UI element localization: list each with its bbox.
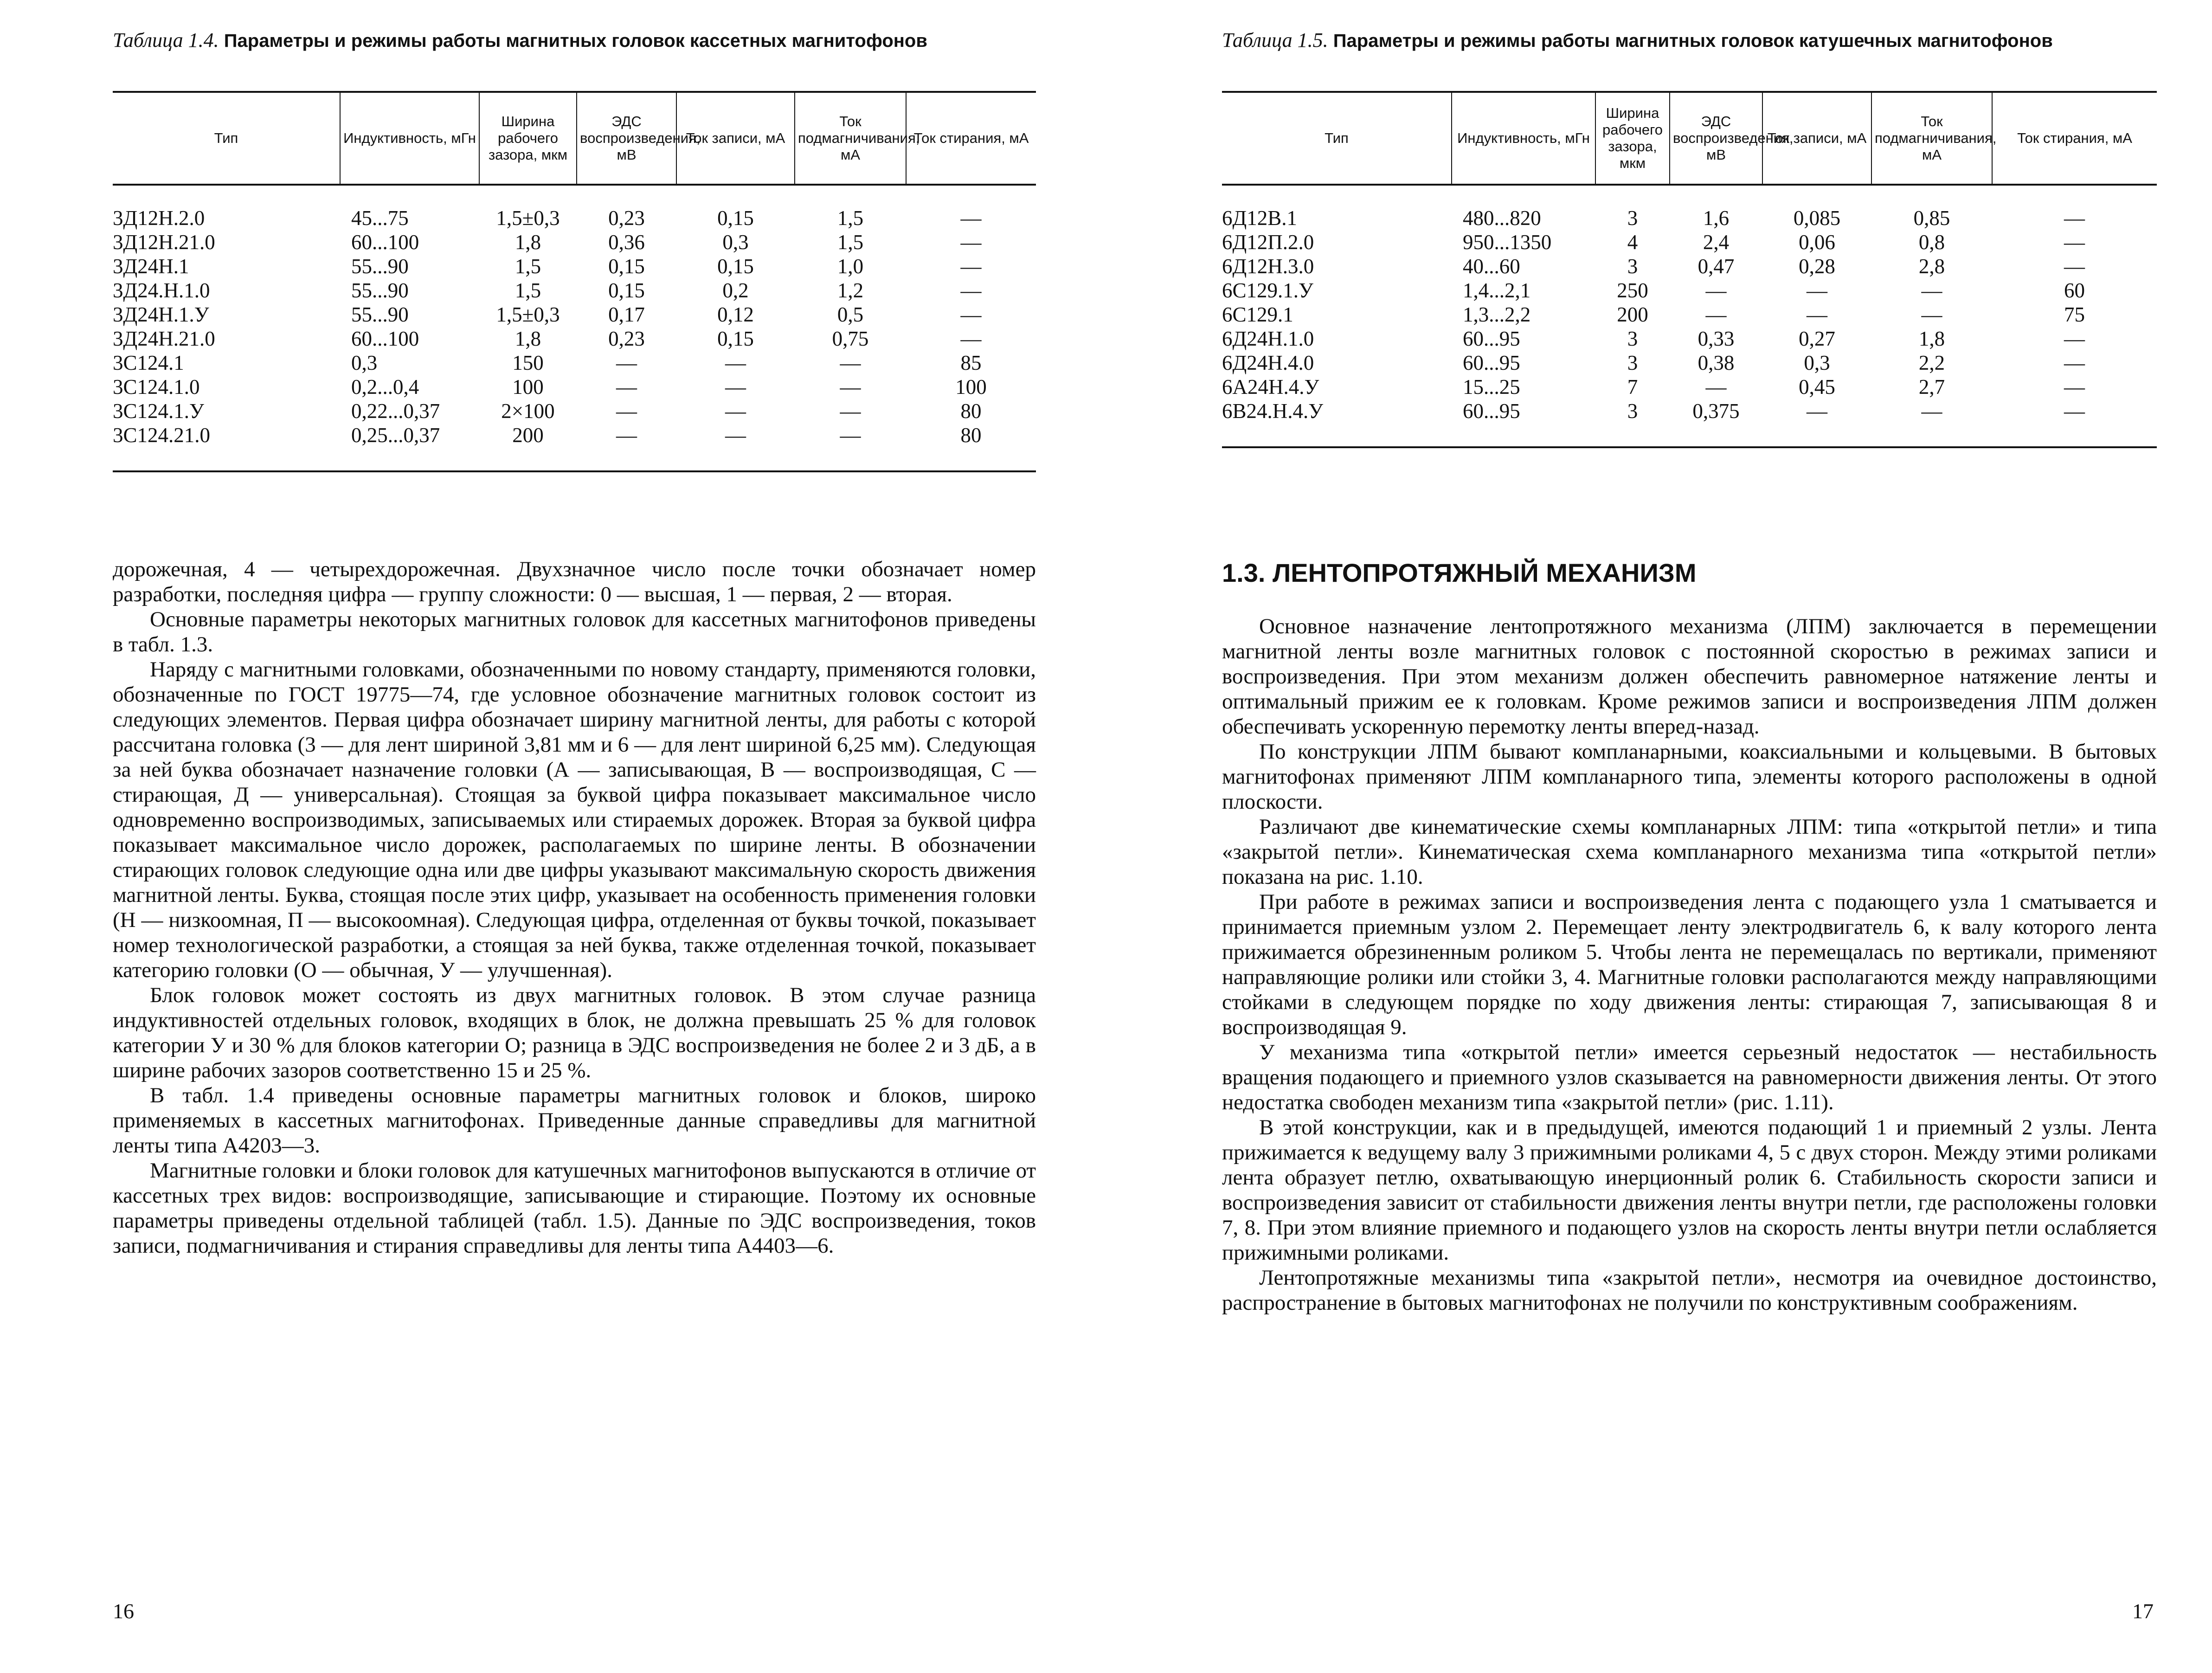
table-cell-bias-current: — [840, 375, 861, 399]
table-cell-emf: 0,17 [608, 303, 645, 326]
table-cell-bias-current: 1,5 [837, 231, 864, 254]
table-cell-gap-width: 3 [1627, 327, 1638, 350]
table-header-row [1222, 92, 2157, 185]
table-cell-erase-current: — [2064, 206, 2085, 230]
table-cell-erase-current: — [2064, 351, 2085, 374]
right-page-text [1222, 614, 2157, 1315]
table-row [113, 351, 1036, 375]
paragraph: Основные параметры некоторых магнитных головок для кассетных магнитофонов приведены в табл. 1.3. [113, 607, 1036, 656]
table-cell-inductance: 60...100 [351, 231, 419, 254]
table-cell-record-current: 0,3 [1804, 351, 1830, 374]
table-cell-gap-width: 200 [479, 423, 577, 471]
column-header-emf: ЭДС воспроизведения, мВ [577, 92, 676, 185]
table-cell-emf: 0,375 [1670, 399, 1762, 447]
table-cell-bias-current: 2,2 [1918, 351, 1945, 374]
table-cell-gap-width: 7 [1627, 375, 1638, 399]
table-row [1222, 399, 2157, 447]
column-header-type: Тип [113, 92, 340, 185]
table-cell-emf: 0,23 [608, 206, 645, 230]
table-cell-inductance: 55...90 [351, 303, 409, 326]
table-cell-record-current: 0,27 [1799, 327, 1835, 350]
table-cell-inductance: 60...100 [351, 327, 419, 350]
table-cell-inductance: 0,22...0,37 [351, 399, 440, 423]
paragraph: дорожечная, 4 — четырехдорожечная. Двухзначное число после точки обозначает номер разработки, последняя цифра — группу сложности: 0 — высшая, 1 — первая, 2 — вторая. [113, 557, 1036, 606]
paragraph: По конструкции ЛПМ бывают компланарными, коаксиальными и кольцевыми. В бытовых магнитофонах применяют ЛПМ компланарного типа, элементы которого расположены в одной плоскости. [1222, 740, 2157, 814]
table-cell-emf: 1,6 [1703, 206, 1730, 230]
table-cell-type: 6Д24Н.1.0 [1222, 327, 1314, 350]
table-cell-record-current: 0,15 [717, 327, 754, 350]
table-cell-inductance: 60...95 [1463, 327, 1520, 350]
paragraph: В этой конструкции, как и в предыдущей, имеются подающий 1 и приемный 2 узлы. Лента прижимается к ведущему валу 3 прижимными роликами 4, 5 с двух сторон. Между этими роликами лента образует петлю, охватывающую инерционный ролик 6. Стабильность скорости записи и воспроизведения зависит от стабильности движения ленты внутри петли, где расположены головки 7, 8. При этом влияние приемного и подающего узлов на скорость ленты внутри петли ослабляется прижимными роликами. [1222, 1115, 2157, 1265]
table-cell-inductance: 60...95 [1463, 351, 1520, 374]
table-cell-gap-width: 1,5±0,3 [496, 206, 560, 230]
column-header-erase-current: Ток стирания, мА [1992, 92, 2157, 185]
table-cell-inductance: 0,2...0,4 [351, 375, 419, 399]
table-cell-type: 6Д12П.2.0 [1222, 231, 1314, 254]
table-cell-type: 3С124.1.У [113, 399, 204, 423]
table-row [113, 399, 1036, 423]
table-cell-erase-current: — [960, 206, 982, 230]
table-cell-emf: 0,38 [1698, 351, 1735, 374]
table-cell-emf: 0,36 [608, 231, 645, 254]
table-cell-inductance: 480...820 [1463, 206, 1541, 230]
table-cell-erase-current: — [2064, 327, 2085, 350]
table-cell-type: 3Д24.Н.1.0 [113, 279, 210, 302]
table-cell-bias-current: 1,2 [837, 279, 864, 302]
column-header-bias-current: Ток подмагничивания, мА [795, 92, 906, 185]
table-cell-emf: — [616, 399, 637, 423]
column-header-erase-current: Ток стирания, мА [906, 92, 1036, 185]
table-cell-emf: 2,4 [1703, 231, 1730, 254]
table-cell-inductance: 60...95 [1452, 399, 1595, 447]
table-caption-title: Параметры и режимы работы магнитных головок кассетных магнитофонов [224, 31, 927, 51]
paragraph: При работе в режимах записи и воспроизведения лента с подающего узла 1 сматывается и принимается приемным узлом 2. Перемещает ленту электродвигатель 6, к валу которого лента прижимается обрезиненным роликом 5. Чтобы лента не перемещалась по вертикали, применяют направляющие ролики или стойки 3, 4. Магнитные головки располагаются между направляющими стойками в следующем порядке по ходу движения ленты: стирающая 7, записывающая 8 и воспроизводящая 9. [1222, 890, 2157, 1039]
table-cell-gap-width: 1,5 [514, 279, 541, 302]
table-cell-gap-width: 4 [1627, 231, 1638, 254]
table-cell-inductance: 950...1350 [1463, 231, 1552, 254]
table-cell-type: 3С124.1 [113, 351, 184, 374]
table-cell-gap-width: 1,5±0,3 [496, 303, 560, 326]
table-row [1222, 230, 2157, 254]
table-cell-record-current: 0,45 [1799, 375, 1835, 399]
paragraph: Магнитные головки и блоки головок для катушечных магнитофонов выпускаются в отличие от кассетных трех видов: воспроизводящие, записывающие и стирающие. Поэтому их основные параметры приведены отдельной таблицей (табл. 1.5). Данные по ЭДС воспроизведения, токов записи, подмагничивания и стирания справедливы для ленты типа А4403—6. [113, 1158, 1036, 1258]
table-cell-inductance: 45...75 [351, 206, 409, 230]
table-row [113, 375, 1036, 399]
table-row [1222, 302, 2157, 327]
table-cell-bias-current: 0,5 [837, 303, 864, 326]
table-cell-inductance: 0,25...0,37 [340, 423, 479, 471]
table-cell-type: 3Д12Н.2.0 [113, 206, 205, 230]
table-caption-number: Таблица 1.5. [1222, 29, 1328, 51]
column-header-inductance: Индуктивность, мГн [1452, 92, 1595, 185]
table-cell-gap-width: 3 [1627, 351, 1638, 374]
table-cell-emf: — [616, 375, 637, 399]
table-cell-type: 3С124.1.0 [113, 375, 200, 399]
table-cell-emf: — [616, 351, 637, 374]
table-row [113, 254, 1036, 278]
table-cell-bias-current: — [1921, 279, 1942, 302]
table-cell-inductance: 0,3 [351, 351, 378, 374]
left-page-text [113, 557, 1036, 1258]
paragraph: Лентопротяжные механизмы типа «закрытой петли», несмотря иа очевидное достоинство, распространение в бытовых магнитофонах не получили по конструктивным соображениям. [1222, 1266, 2157, 1315]
column-header-gap-width: Ширина рабочего зазора, мкм [1595, 92, 1670, 185]
table-row [1222, 254, 2157, 278]
table-row [113, 185, 1036, 230]
table-cell-inductance: 15...25 [1463, 375, 1520, 399]
table-cell-gap-width: 3 [1627, 206, 1638, 230]
table-row [1222, 327, 2157, 351]
table-cell-bias-current: 2,7 [1918, 375, 1945, 399]
table-cell-type: 3Д24Н.21.0 [113, 327, 215, 350]
table-cell-bias-current: — [840, 351, 861, 374]
table-cell-type: 6С129.1.У [1222, 279, 1313, 302]
table-cell-record-current: — [725, 399, 746, 423]
table-cell-record-current: — [725, 375, 746, 399]
table-cell-type: 6Д12Н.3.0 [1222, 255, 1314, 278]
table-cell-type: 6А24Н.4.У [1222, 375, 1319, 399]
table-1-5-caption [1222, 29, 2157, 52]
table-row [113, 327, 1036, 351]
table-cell-gap-width: 2×100 [501, 399, 555, 423]
table-cell-inductance: 55...90 [351, 279, 409, 302]
table-cell-erase-current: — [960, 303, 982, 326]
table-cell-record-current: 0,15 [717, 255, 754, 278]
table-cell-record-current: 0,15 [717, 206, 754, 230]
table-cell-bias-current: 0,75 [832, 327, 869, 350]
table-cell-inductance: 1,4...2,1 [1463, 279, 1531, 302]
table-cell-type: 3Д24Н.1.У [113, 303, 209, 326]
table-cell-record-current: 0,085 [1793, 206, 1841, 230]
table-cell-type: 6В24.Н.4.У [1222, 399, 1452, 447]
table-cell-record-current: 0,3 [722, 231, 749, 254]
table-cell-gap-width: 1,8 [514, 327, 541, 350]
table-1-4 [113, 91, 1036, 472]
table-cell-erase-current: — [2064, 255, 2085, 278]
table-cell-type: 3Д12Н.21.0 [113, 231, 215, 254]
table-cell-gap-width: 3 [1627, 255, 1638, 278]
page-number: 16 [113, 1599, 134, 1623]
table-cell-bias-current: 0,85 [1913, 206, 1950, 230]
table-cell-bias-current: — [1921, 303, 1942, 326]
table-cell-gap-width: 150 [512, 351, 544, 374]
table-cell-inductance: 1,3...2,2 [1463, 303, 1531, 326]
table-cell-bias-current: 2,8 [1918, 255, 1945, 278]
table-cell-emf: — [577, 423, 676, 471]
table-cell-erase-current: 80 [960, 399, 982, 423]
table-cell-record-current: — [1807, 279, 1827, 302]
table-cell-erase-current: — [2064, 231, 2085, 254]
table-cell-erase-current: — [960, 231, 982, 254]
table-cell-record-current: — [676, 423, 795, 471]
table-cell-emf: 0,47 [1698, 255, 1735, 278]
table-cell-type: 6Д12В.1 [1222, 206, 1297, 230]
table-cell-erase-current: — [960, 255, 982, 278]
table-body [113, 185, 1036, 471]
table-cell-type: 6Д24Н.4.0 [1222, 351, 1314, 374]
table-cell-gap-width: 1,5 [514, 255, 541, 278]
table-cell-bias-current: 1,0 [837, 255, 864, 278]
table-cell-emf: 0,33 [1698, 327, 1735, 350]
column-header-record-current: Ток записи, мА [676, 92, 795, 185]
table-row [1222, 351, 2157, 375]
table-cell-bias-current: — [795, 423, 906, 471]
table-row [113, 302, 1036, 327]
column-header-inductance: Индуктивность, мГн [340, 92, 479, 185]
table-cell-bias-current: 1,5 [837, 206, 864, 230]
table-cell-type: 6С129.1 [1222, 303, 1293, 326]
table-cell-bias-current: 1,8 [1918, 327, 1945, 350]
table-cell-erase-current: 75 [2064, 303, 2085, 326]
table-cell-erase-current: — [2064, 375, 2085, 399]
table-1-5 [1222, 91, 2157, 448]
table-cell-inductance: 40...60 [1463, 255, 1520, 278]
table-cell-gap-width: 250 [1617, 279, 1648, 302]
table-cell-bias-current: — [840, 399, 861, 423]
table-cell-gap-width: 3 [1595, 399, 1670, 447]
right-page [1106, 0, 2212, 1673]
table-cell-erase-current: 100 [955, 375, 987, 399]
table-cell-record-current: 0,06 [1799, 231, 1835, 254]
table-cell-type: 3С124.21.0 [113, 423, 340, 471]
table-cell-bias-current: 0,8 [1918, 231, 1945, 254]
table-cell-record-current: — [725, 351, 746, 374]
paragraph: В табл. 1.4 приведены основные параметры магнитных головок и блоков, широко применяемых в кассетных магнитофонах. Приведенные данные справедливы для магнитной ленты типа А4203—3. [113, 1083, 1036, 1158]
table-1-4-caption [113, 29, 1036, 52]
paragraph: Различают две кинематические схемы компланарных ЛПМ: типа «открытой петли» и типа «закрытой петли». Кинематическая схема компланарного механизма типа «открытой петли» показана на рис. 1.10. [1222, 815, 2157, 889]
paragraph: Блок головок может состоять из двух магнитных головок. В этом случае разница индуктивностей отдельных головок, входящих в блок, не должна превышать 25 % для головок категории У и 30 % для блоков категории О; разница в ЭДС воспроизведения не более 2 и 3 дБ, а в ширине рабочих зазоров соответственно 15 и 25 %. [113, 983, 1036, 1082]
table-cell-erase-current: 80 [906, 423, 1036, 471]
table-cell-record-current: — [1807, 303, 1827, 326]
table-cell-erase-current: 85 [960, 351, 982, 374]
table-row [1222, 185, 2157, 230]
table-cell-bias-current: — [1871, 399, 1992, 447]
table-caption-number: Таблица 1.4. [113, 29, 219, 51]
table-cell-erase-current: — [960, 279, 982, 302]
table-cell-erase-current: — [1992, 399, 2157, 447]
table-cell-record-current: 0,12 [717, 303, 754, 326]
table-row [113, 230, 1036, 254]
table-cell-record-current: 0,2 [722, 279, 749, 302]
table-body [1222, 185, 2157, 447]
table-cell-type: 3Д24Н.1 [113, 255, 189, 278]
column-header-type: Тип [1222, 92, 1452, 185]
table-row [1222, 278, 2157, 302]
table-row [113, 423, 1036, 471]
table-cell-gap-width: 100 [512, 375, 544, 399]
paragraph: Наряду с магнитными головками, обозначенными по новому стандарту, применяются головки, обозначенные по ГОСТ 19775—74, где условное обозначение магнитных головок состоит из следующих элементов. Первая цифра обозначает ширину магнитной ленты, для работы с которой рассчитана головка (3 — для лент шириной 3,81 мм и 6 — для лент шириной 6,25 мм). Следующая за ней буква обозначает назначение головки (А — записывающая, В — воспроизводящая, С — стирающая, Д — универсальная). Стоящая за буквой цифра показывает максимальное число одновременно воспроизводимых, записываемых или стираемых дорожек. Вторая за буквой цифра показывает максимальное число дорожек, располагаемых по ширине ленты. В обозначении стирающих головок следующие одна или две цифры указывают максимальную скорость движения магнитной ленты. Буква, стоящая после этих цифр, указывает на особенность применения головки (Н — низкоомная, П — высокоомная). Следующая цифра, отделенная от буквы точкой, показывает номер технологической разработки, а стоящая за ней буква, также отделенная точкой, показывает категорию головки (О — обычная, У — улучшенная). [113, 657, 1036, 982]
column-header-gap-width: Ширина рабочего зазора, мкм [479, 92, 577, 185]
table-cell-emf: — [1705, 375, 1727, 399]
table-cell-emf: 0,15 [608, 255, 645, 278]
table-row [1222, 375, 2157, 399]
table-cell-inductance: 55...90 [351, 255, 409, 278]
table-cell-emf: — [1705, 279, 1727, 302]
table-row [113, 278, 1036, 302]
table-cell-emf: 0,15 [608, 279, 645, 302]
table-cell-record-current: 0,28 [1799, 255, 1835, 278]
section-title: 1.3. ЛЕНТОПРОТЯЖНЫЙ МЕХАНИЗМ [1222, 558, 1697, 587]
table-cell-erase-current: 60 [2064, 279, 2085, 302]
column-header-emf: ЭДС воспроизведения, мВ [1670, 92, 1762, 185]
table-cell-record-current: — [1762, 399, 1871, 447]
table-cell-emf: — [1705, 303, 1727, 326]
table-cell-gap-width: 1,8 [514, 231, 541, 254]
paragraph: У механизма типа «открытой петли» имеется серьезный недостаток — нестабильность вращения подающего и приемного узлов сказывается на равномерности движения ленты. От этого недостатка свободен механизм типа «закрытой петли» (рис. 1.11). [1222, 1040, 2157, 1114]
table-cell-gap-width: 200 [1617, 303, 1648, 326]
table-cell-emf: 0,23 [608, 327, 645, 350]
table-cell-erase-current: — [960, 327, 982, 350]
paragraph: Основное назначение лентопротяжного механизма (ЛПМ) заключается в перемещении магнитной ленты возле магнитных головок с постоянной скоростью в режимах записи и воспроизведения. При этом механизм должен обеспечить равномерное натяжение ленты и оптимальный прижим ее к головкам. Кроме режимов записи и воспроизведения ЛПМ должен обеспечивать ускоренную перемотку ленты вперед-назад. [1222, 614, 2157, 739]
page-number: 17 [2132, 1599, 2154, 1623]
column-header-record-current: Ток записи, мА [1762, 92, 1871, 185]
table-header-row [113, 92, 1036, 185]
column-header-bias-current: Ток подмагничивания, мА [1871, 92, 1992, 185]
table-caption-title: Параметры и режимы работы магнитных головок катушечных магнитофонов [1333, 31, 2053, 51]
